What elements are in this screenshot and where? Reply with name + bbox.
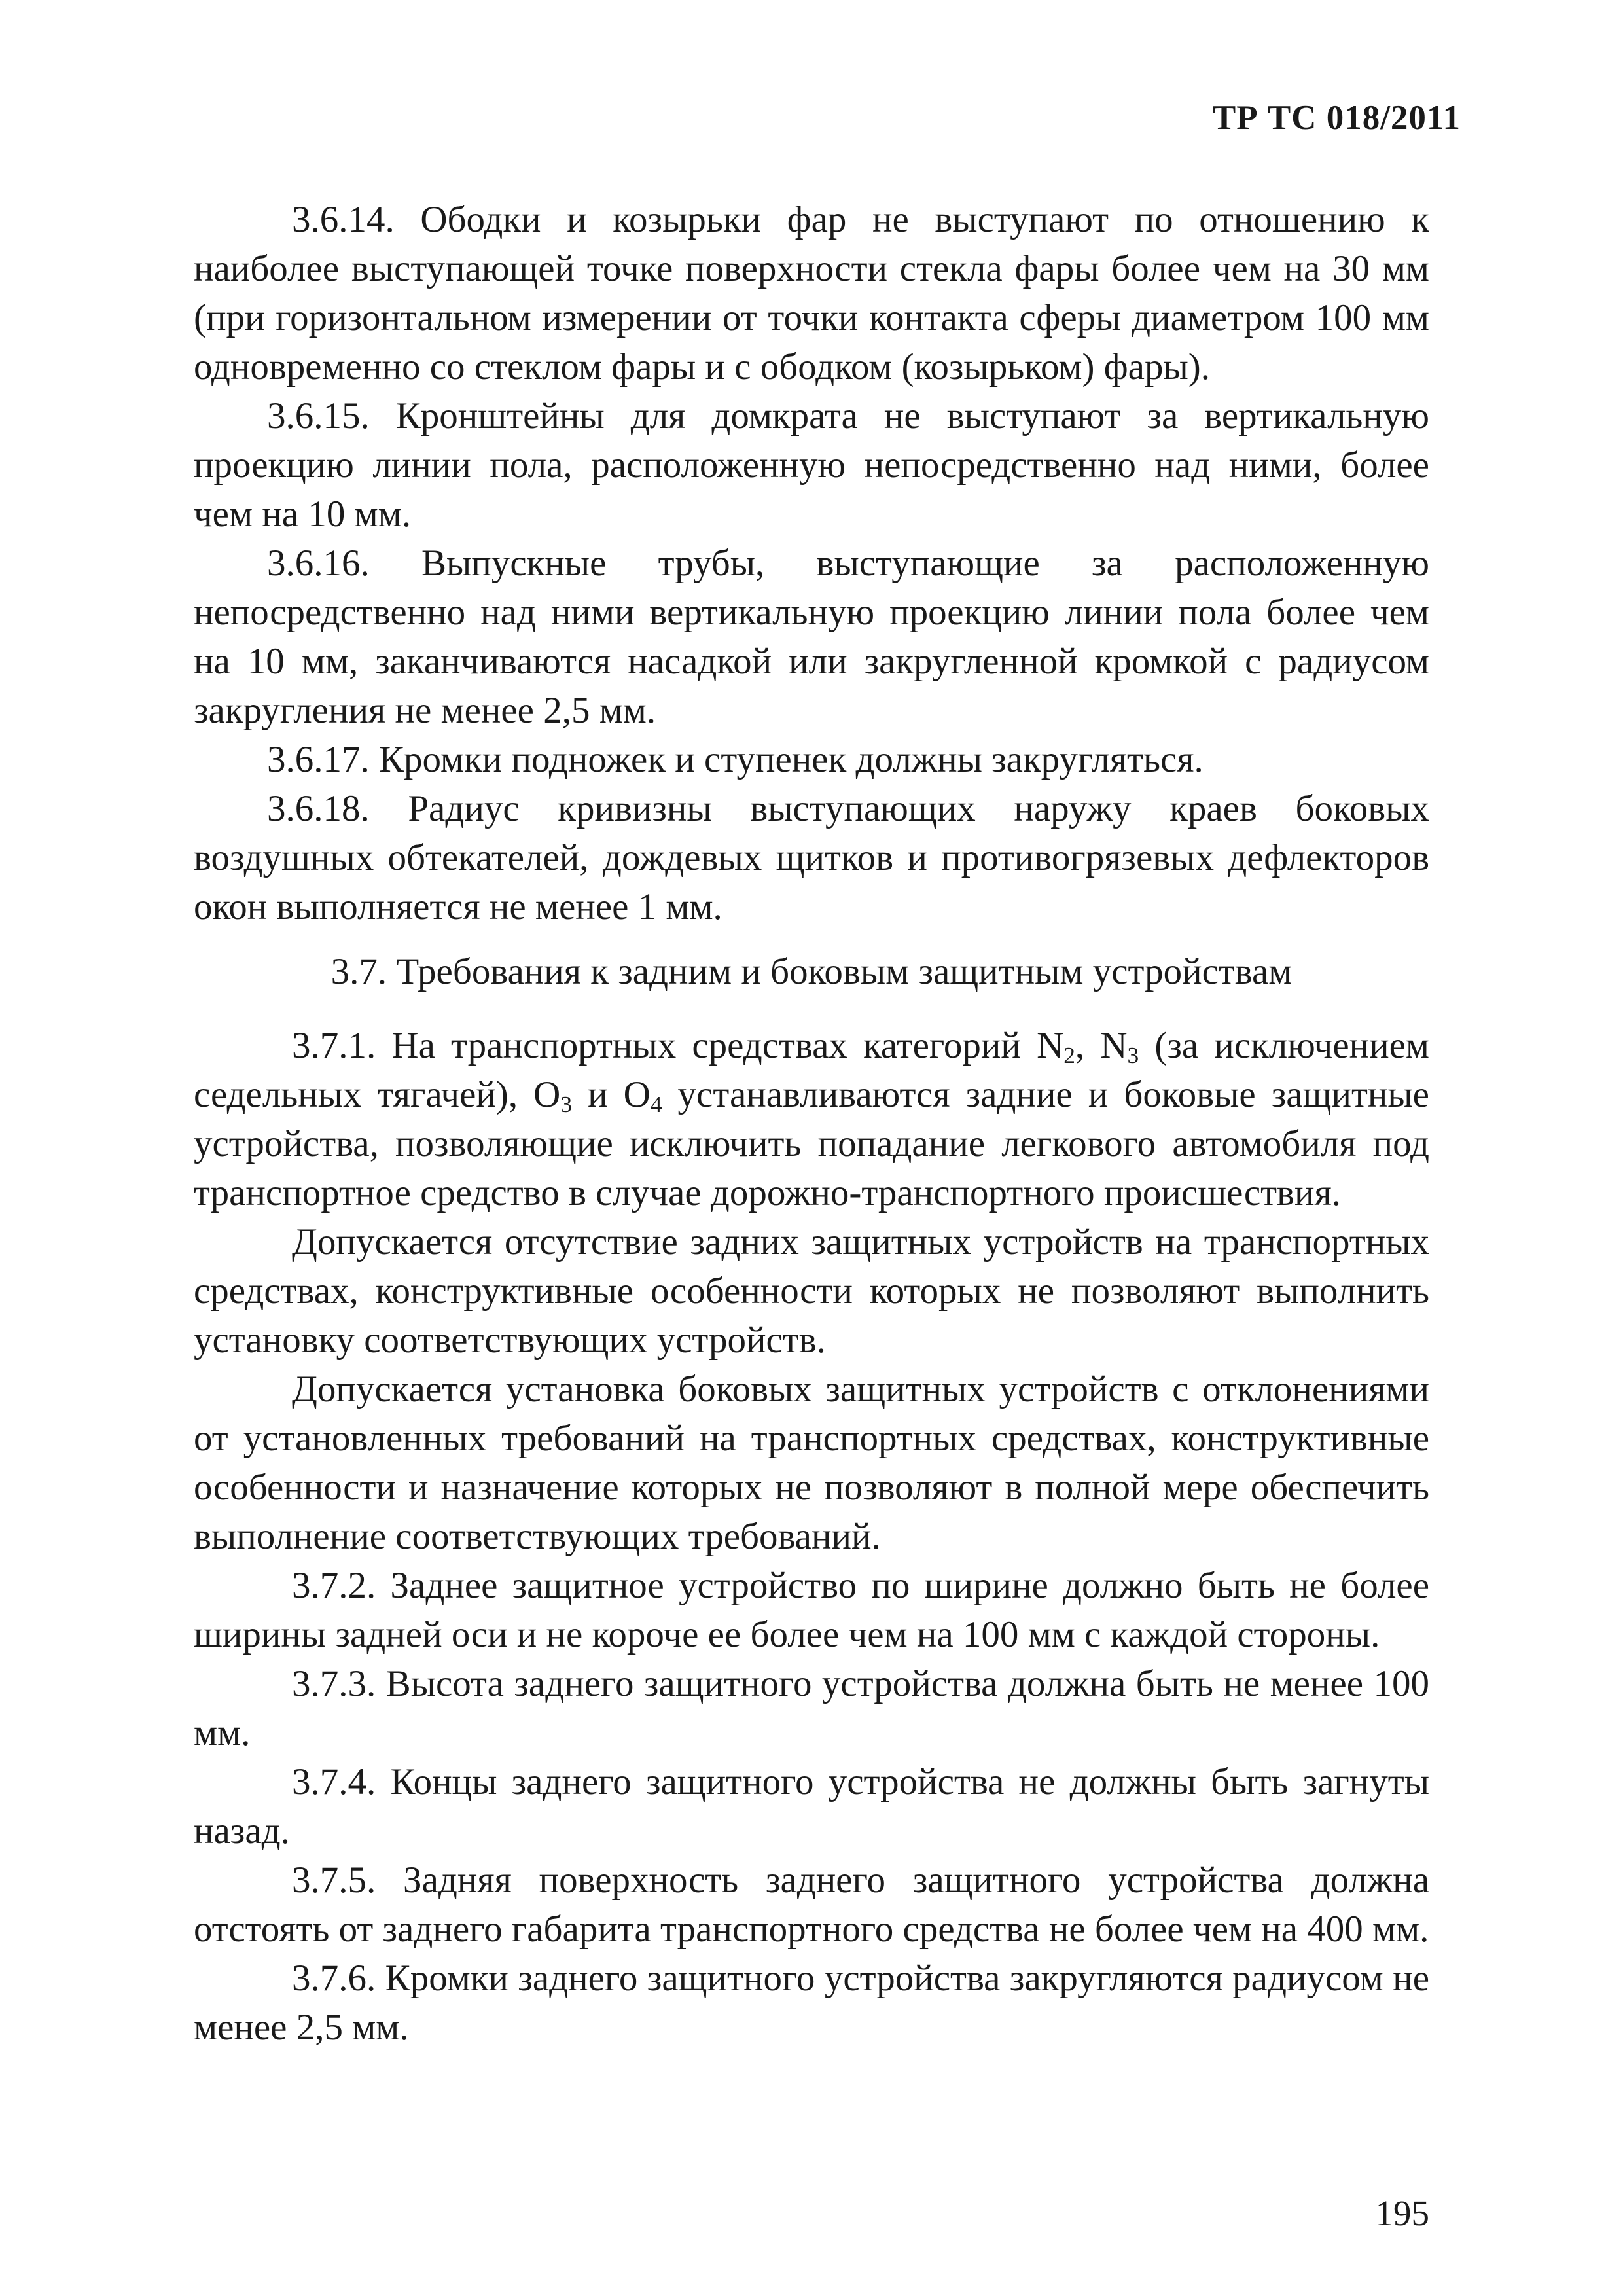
text-run: устанавливаются задние и боковые защитные устройства, позволяющие исключить попадание легкового автомобиля под транспортное средство в случае дорожно-транспортного происшествия. [194, 1074, 1429, 1213]
paragraph-3-7-1-note-rear: Допускается отсутствие задних защитных устройств на транспортных средствах, конструктивные особенности которых не позволяют выполнить установку соответствующих устройств. [194, 1221, 1429, 1361]
paragraph-3-7-1-note-side: Допускается установка боковых защитных устройств с отклонениями от установленных требований на транспортных средствах, конструктивные особенности и назначение которых не позволяют в полной мере обеспечить выполнение соответствующих требований. [194, 1369, 1429, 1557]
paragraph-3-7-4: 3.7.4. Концы заднего защитного устройства не должны быть загнуты назад. [194, 1761, 1429, 1852]
subscript: 4 [650, 1092, 662, 1117]
paragraph-3-7-3: 3.7.3. Высота заднего защитного устройства должна быть не менее 100 мм. [194, 1663, 1429, 1753]
paragraph-3-7-1 [194, 1021, 1429, 1217]
document-code-header: ТР ТС 018/2011 [1212, 99, 1461, 137]
paragraph-3-6-17: 3.6.17. Кромки подножек и ступенек должны закругляться. [267, 739, 1204, 780]
subscript: 3 [1127, 1043, 1139, 1068]
document-body [194, 195, 1429, 2052]
text-run: 3.7.1. На транспортных средствах категорий N [292, 1025, 1064, 1066]
paragraph-3-7-5: 3.7.5. Задняя поверхность заднего защитного устройства должна отстоять от заднего габарита транспортного средства не более чем на 400 мм. [194, 1859, 1429, 1950]
text-run: , N [1075, 1025, 1128, 1066]
paragraph-3-7-2: 3.7.2. Заднее защитное устройство по ширине должно быть не более ширины задней оси и не короче ее более чем на 100 мм с каждой стороны. [194, 1565, 1429, 1655]
subscript: 2 [1063, 1043, 1075, 1068]
paragraph-3-7-6: 3.7.6. Кромки заднего защитного устройства закругляются радиусом не менее 2,5 мм. [194, 1958, 1429, 2048]
paragraph-3-6-15: 3.6.15. Кронштейны для домкрата не выступают за вертикальную проекцию линии пола, расположенную непосредственно над ними, более чем на 10 мм. [194, 395, 1429, 535]
paragraph-3-6-18: 3.6.18. Радиус кривизны выступающих наружу краев боковых воздушных обтекателей, дождевых щитков и противогрязевых дефлекторов окон выполняется не менее 1 мм. [194, 788, 1429, 927]
subscript: 3 [560, 1092, 573, 1117]
paragraph-3-6-16: 3.6.16. Выпускные трубы, выступающие за расположенную непосредственно над ними вертикальную проекцию линии пола более чем на 10 мм, заканчиваются насадкой или закругленной кромкой с радиусом закругления не менее 2,5 мм. [194, 543, 1429, 731]
text-run: и O [572, 1074, 651, 1115]
section-heading-3-7: 3.7. Требования к задним и боковым защитным устройствам [330, 951, 1293, 992]
text-run: (за исключением седельных тягачей), O [194, 1025, 1429, 1115]
page-number: 195 [1375, 2193, 1429, 2233]
paragraph-3-6-14: 3.6.14. Ободки и козырьки фар не выступают по отношению к наиболее выступающей точке поверхности стекла фары более чем на 30 мм (при горизонтальном измерении от точки контакта сферы диаметром 100 мм одновременно со стеклом фары и с ободком (козырьком) фары). [194, 199, 1429, 387]
